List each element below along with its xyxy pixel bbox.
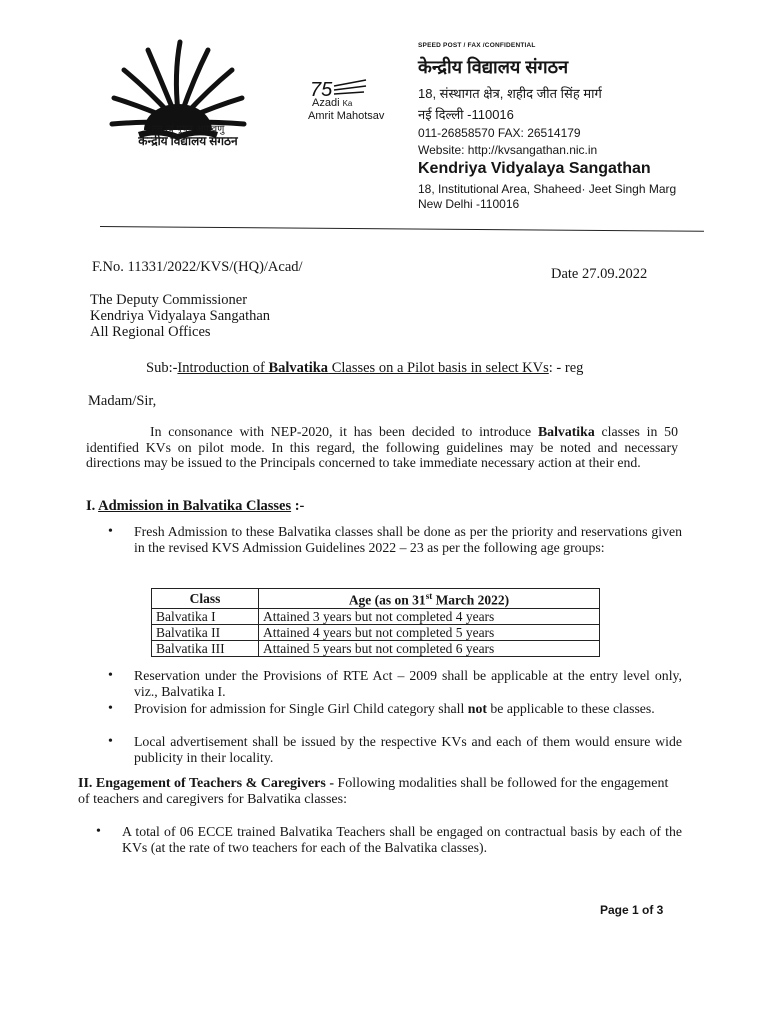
english-address-line-2: New Delhi -110016 xyxy=(418,197,520,211)
section-text: Following modalities shall be followed for the engagement of teachers and caregivers for Balvatika classes: xyxy=(78,776,669,807)
para-text: In consonance with NEP-2020, it has been decided to introduce xyxy=(150,424,538,439)
bullet-item xyxy=(108,734,688,766)
age-group-table xyxy=(151,588,600,657)
bullet-item xyxy=(108,701,688,733)
table-cell: Attained 3 years but not completed 4 years xyxy=(259,608,600,624)
table-cell: Balvatika III xyxy=(152,640,259,656)
azadi-caption xyxy=(308,97,384,122)
bullet-icon: • xyxy=(108,701,113,716)
hindi-org-name: केन्द्रीय विद्यालय संगठन xyxy=(418,57,569,77)
bullet-icon: • xyxy=(108,668,113,683)
intro-paragraph xyxy=(86,424,678,471)
speed-post-label: SPEED POST / FAX /CONFIDENTIAL xyxy=(418,42,536,49)
hindi-address-line-1: 18, संस्थागत क्षेत्र, शहीद जीत सिंह मार्ग xyxy=(418,86,602,101)
subject-prefix: Sub:- xyxy=(146,360,178,376)
bullet-icon: • xyxy=(108,734,113,749)
table-cell: Attained 4 years but not completed 5 years xyxy=(259,624,600,640)
section-title: II. Engagement of Teachers & Caregivers - xyxy=(78,776,334,791)
table-row xyxy=(152,640,600,656)
section-1-heading xyxy=(86,498,304,515)
table-header: Class xyxy=(152,589,259,609)
bullet-text: Reservation under the Provisions of RTE Act – 2009 shall be applicable at the entry level only, viz., Balvatika I. xyxy=(134,668,682,699)
para-bold: Balvatika xyxy=(537,424,595,439)
letterhead-divider xyxy=(100,226,704,232)
subject-suffix: : - reg xyxy=(548,360,584,376)
english-address-line-1: 18, Institutional Area, Shaheed· Jeet Singh Marg xyxy=(418,182,677,196)
bullet-text-part: be applicable to these classes. xyxy=(486,701,655,716)
section-title: Admission in Balvatika Classes xyxy=(98,498,292,514)
addressee-block xyxy=(90,292,270,340)
table-row xyxy=(152,608,600,624)
addressee-line: Kendriya Vidyalaya Sangathan xyxy=(90,308,271,324)
para-text: classes in 50 identified KVs on pilot mode. In this regard, the following guidelines may be noted and necessary directions may be issued to the Principals concerned to take immediate necessary action at their end. xyxy=(86,424,678,470)
salutation: Madam/Sir, xyxy=(88,393,157,409)
section-2-heading xyxy=(78,776,678,808)
website: Website: http://kvsangathan.nic.in xyxy=(418,143,598,157)
section-suffix: :- xyxy=(291,498,305,514)
bullet-text: Fresh Admission to these Balvatika classes shall be done as per the priority and reservations given in the revised KVS Admission Guidelines 2022 – 23 as per the following age groups: xyxy=(134,524,682,555)
addressee-line: The Deputy Commissioner xyxy=(90,292,248,308)
table-cell: Balvatika II xyxy=(152,624,259,640)
azadi-word: Azadi xyxy=(312,97,340,109)
ka-word: Ka xyxy=(342,99,353,108)
section-number: I. xyxy=(86,498,96,514)
bullet-text: A total of 06 ECCE trained Balvatika Teachers shall be engaged on contractual basis by each of the KVs (at the rate of two teachers for each of the Balvatika classes). xyxy=(122,824,682,855)
svg-text:75: 75 xyxy=(310,79,333,101)
bullet-text: Local advertisement shall be issued by the respective KVs and each of them would ensure wide publicity in their locality. xyxy=(134,734,682,765)
table-header-row xyxy=(152,589,600,609)
file-number: F.No. 11331/2022/KVS/(HQ)/Acad/ xyxy=(92,259,303,275)
motto-org-name: केन्द्रीय विद्यालय संगठन xyxy=(138,134,238,148)
addressee-line: All Regional Offices xyxy=(90,324,211,340)
bullet-item xyxy=(108,524,688,574)
page-number: Page 1 of 3 xyxy=(600,903,664,917)
emblem-motto xyxy=(118,124,258,148)
amrit-mahotsav-word: Amrit Mahotsav xyxy=(308,110,385,122)
bullet-text xyxy=(134,701,682,717)
subject-text: Classes on a Pilot basis in select KVs xyxy=(328,360,549,376)
hindi-address-line-2: नई दिल्ली -110016 xyxy=(418,107,514,122)
bullet-item xyxy=(108,668,688,700)
table-header: Age (as on 31st March 2022) xyxy=(259,589,600,609)
english-org-name: Kendriya Vidyalaya Sangathan xyxy=(418,160,651,177)
letter-date: Date 27.09.2022 xyxy=(551,266,648,282)
bullet-icon: • xyxy=(96,824,101,839)
bullet-text-part: Provision for admission for Single Girl Child category shall xyxy=(134,701,468,716)
bullet-item xyxy=(96,824,686,876)
subject-line xyxy=(146,360,583,377)
bullet-icon: • xyxy=(108,524,113,539)
bullet-text-bold: not xyxy=(467,701,487,716)
subject-bold: Balvatika xyxy=(268,360,329,376)
table-cell: Balvatika I xyxy=(152,608,259,624)
motto-sanskrit: तत् त्वं पूषन् अपावृणु xyxy=(151,124,225,135)
phone-fax: 011-26858570 FAX: 26514179 xyxy=(418,126,581,140)
subject-text: Introduction of xyxy=(177,360,269,376)
table-row xyxy=(152,624,600,640)
table-cell: Attained 5 years but not completed 6 years xyxy=(259,640,600,656)
